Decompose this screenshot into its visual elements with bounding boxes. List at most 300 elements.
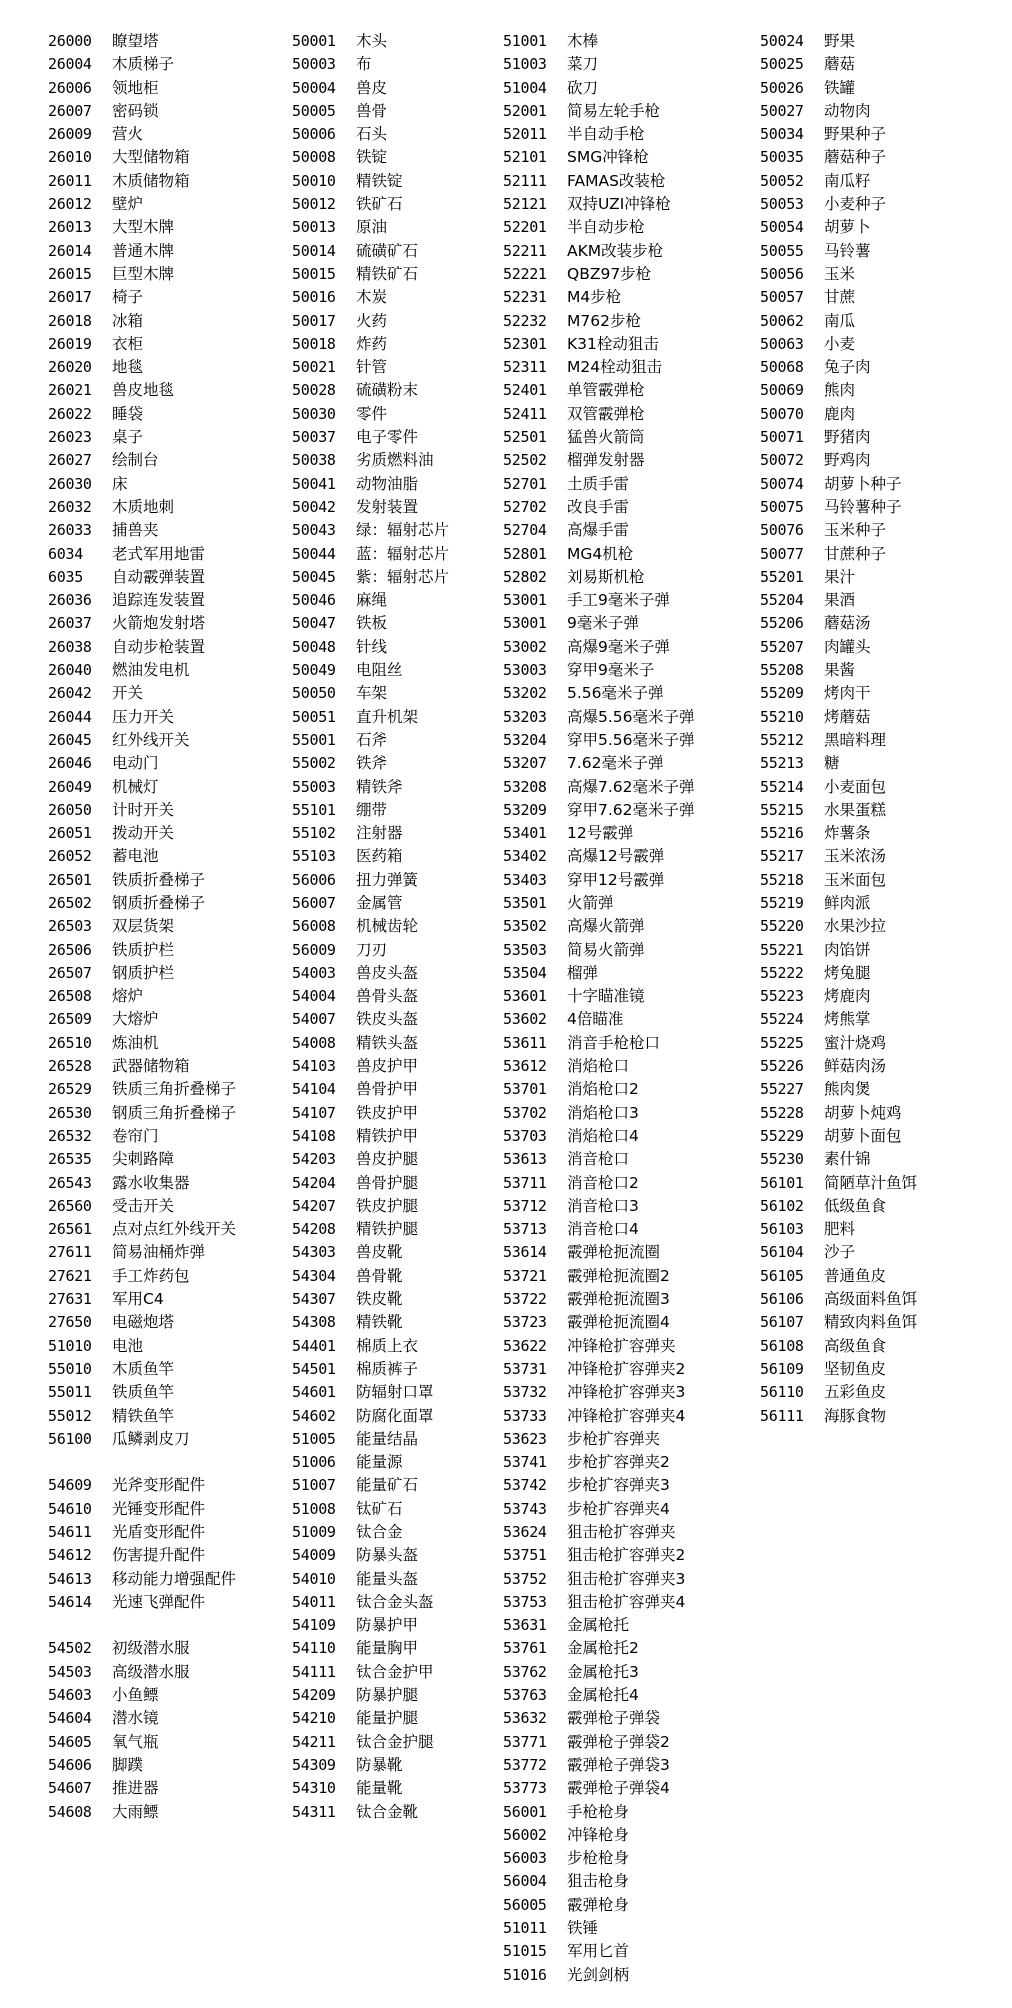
item-code: 51016	[503, 1965, 547, 1984]
item-name: 霰弹枪子弹袋3	[567, 1755, 670, 1774]
item-row	[503, 473, 695, 496]
item-row	[48, 799, 236, 822]
item-code: 26535	[48, 1150, 92, 1169]
item-code: 27621	[48, 1266, 92, 1285]
item-code: 53751	[503, 1546, 547, 1565]
item-row	[48, 612, 236, 635]
item-row	[48, 1637, 236, 1660]
item-code: 51011	[503, 1919, 547, 1938]
item-code: 54210	[292, 1709, 336, 1728]
item-code: 50017	[292, 311, 336, 330]
item-code: 52502	[503, 451, 547, 470]
item-code: 54309	[292, 1755, 336, 1774]
item-code: 56005	[503, 1895, 547, 1914]
item-name: 刀刃	[356, 940, 388, 959]
item-name: 消焰枪口	[567, 1057, 630, 1076]
item-name: 高爆火箭弹	[567, 917, 645, 936]
item-name: 水果沙拉	[824, 917, 887, 936]
item-name: 火箭炮发射塔	[112, 614, 206, 633]
item-code: 53631	[503, 1616, 547, 1635]
item-code: 50021	[292, 358, 336, 377]
item-name: 高爆7.62毫米子弹	[567, 777, 695, 796]
item-code: 50047	[292, 614, 336, 633]
item-name: 精铁锭	[356, 171, 403, 190]
item-code: 52101	[503, 148, 547, 167]
item-code: 54308	[292, 1313, 336, 1332]
item-name: 消音枪口	[567, 1150, 630, 1169]
item-code: 50070	[760, 404, 804, 423]
item-row	[292, 776, 449, 799]
item-name: 烤兔腿	[824, 963, 871, 982]
item-code: 53614	[503, 1243, 547, 1262]
item-name: 铁质三角折叠梯子	[112, 1080, 237, 1099]
item-code: 54304	[292, 1266, 336, 1285]
item-row	[503, 1940, 695, 1963]
item-name: 光剑剑柄	[567, 1965, 630, 1984]
item-name: 高爆12号霰弹	[567, 847, 665, 866]
item-row	[760, 612, 917, 635]
item-row	[292, 77, 449, 100]
item-row	[503, 612, 695, 635]
item-row	[503, 1707, 695, 1730]
item-row	[292, 1195, 449, 1218]
item-name: QBZ97步枪	[567, 264, 652, 283]
item-row	[760, 403, 917, 426]
item-row	[760, 1148, 917, 1171]
item-name: 电动门	[112, 754, 159, 773]
item-code: 56007	[292, 893, 336, 912]
item-row	[292, 310, 449, 333]
item-name: 硫磺粉末	[356, 381, 419, 400]
item-row	[48, 30, 236, 53]
item-name: 消音枪口2	[567, 1173, 639, 1192]
item-name: 精铁斧	[356, 777, 403, 796]
item-name: 素什锦	[824, 1150, 871, 1169]
item-code: 54009	[292, 1546, 336, 1565]
item-code: 54004	[292, 987, 336, 1006]
item-code: 54605	[48, 1732, 92, 1751]
item-name: 木头	[356, 32, 388, 50]
item-row	[292, 216, 449, 239]
item-code: 26501	[48, 870, 92, 889]
item-row	[503, 1731, 695, 1754]
item-name: 普通鱼皮	[824, 1266, 887, 1285]
item-code: 26007	[48, 101, 92, 120]
item-row	[292, 1405, 449, 1428]
item-row	[760, 752, 917, 775]
item-name: 消焰枪口2	[567, 1080, 639, 1099]
item-name: 石斧	[356, 730, 388, 749]
column-3	[503, 30, 695, 1987]
item-code: 54310	[292, 1779, 336, 1798]
item-name: 高爆5.56毫米子弹	[567, 707, 695, 726]
item-row	[48, 1544, 236, 1567]
item-code: 54207	[292, 1196, 336, 1215]
item-row	[760, 985, 917, 1008]
item-row	[48, 985, 236, 1008]
item-name: 铁皮靴	[356, 1290, 403, 1309]
item-code: 51005	[292, 1429, 336, 1448]
item-row	[48, 566, 236, 589]
item-code: 52401	[503, 381, 547, 400]
item-code: 53613	[503, 1150, 547, 1169]
item-name: 追踪连发装置	[112, 591, 206, 610]
item-name: 消音手枪枪口	[567, 1033, 661, 1052]
item-code: 53703	[503, 1126, 547, 1145]
item-name: 霰弹枪扼流圈	[567, 1243, 661, 1262]
item-name: 开关	[112, 684, 144, 703]
item-code: 50071	[760, 428, 804, 447]
item-code: 54010	[292, 1569, 336, 1588]
item-row	[292, 1265, 449, 1288]
item-name: 低级鱼食	[824, 1196, 887, 1215]
item-code: 50045	[292, 567, 336, 586]
item-row	[48, 1125, 236, 1148]
item-name: 冲锋枪扩容弹夹3	[567, 1383, 686, 1402]
item-code: 26032	[48, 497, 92, 516]
item-name: 防暴靴	[356, 1755, 403, 1774]
item-name: 武器储物箱	[112, 1057, 190, 1076]
item-name: 9毫米子弹	[567, 614, 639, 633]
item-row	[48, 123, 236, 146]
item-name: 南瓜	[824, 311, 856, 330]
item-code: 26037	[48, 614, 92, 633]
item-code: 54606	[48, 1755, 92, 1774]
item-name: 火药	[356, 311, 388, 330]
item-code: 26543	[48, 1173, 92, 1192]
item-code: 53771	[503, 1732, 547, 1751]
item-name: MG4机枪	[567, 544, 634, 563]
item-name: 简易火箭弹	[567, 940, 645, 959]
item-row	[760, 566, 917, 589]
item-name: 熔炉	[112, 987, 144, 1006]
item-name: 大型木牌	[112, 218, 175, 237]
item-code: 55208	[760, 661, 804, 680]
item-row	[292, 1148, 449, 1171]
item-code: 56006	[292, 870, 336, 889]
item-row	[760, 915, 917, 938]
item-name: 蓄电池	[112, 847, 159, 866]
item-name: 军用匕首	[567, 1942, 630, 1961]
item-name: 兽骨护腿	[356, 1173, 419, 1192]
item-row	[760, 496, 917, 519]
item-code: 50046	[292, 591, 336, 610]
item-name: 金属枪托2	[567, 1639, 639, 1658]
item-row	[760, 379, 917, 402]
item-code: 54502	[48, 1639, 92, 1658]
item-row	[48, 1684, 236, 1707]
item-code: 54103	[292, 1057, 336, 1076]
item-row	[503, 1801, 695, 1824]
item-code: 54501	[292, 1359, 336, 1378]
item-row	[48, 543, 236, 566]
item-name: 冲锋枪扩容弹夹	[567, 1336, 676, 1355]
item-row	[292, 752, 449, 775]
item-name: 电池	[112, 1336, 144, 1355]
item-code: 26020	[48, 358, 92, 377]
item-name: 铁锤	[567, 1919, 599, 1938]
item-name: 菜刀	[567, 55, 599, 74]
item-code: 55210	[760, 707, 804, 726]
item-code: 56008	[292, 917, 336, 936]
item-row	[503, 1241, 695, 1264]
item-row	[503, 1218, 695, 1241]
item-code: 53733	[503, 1406, 547, 1425]
item-code: 53403	[503, 870, 547, 889]
item-row	[503, 776, 695, 799]
item-name: 精铁矿石	[356, 264, 419, 283]
item-row	[503, 1311, 695, 1334]
item-name: 野果种子	[824, 125, 887, 144]
item-name: 铁板	[356, 614, 388, 633]
item-name: 烤肉干	[824, 684, 871, 703]
item-code: 50044	[292, 544, 336, 563]
item-name: 高级面料鱼饵	[824, 1290, 918, 1309]
item-code: 50018	[292, 334, 336, 353]
item-row	[48, 1078, 236, 1101]
item-code: 50035	[760, 148, 804, 167]
item-code: 54209	[292, 1686, 336, 1705]
item-code: 53752	[503, 1569, 547, 1588]
item-code: 50072	[760, 451, 804, 470]
item-name: 炸药	[356, 334, 388, 353]
item-code: 50055	[760, 241, 804, 260]
item-row	[292, 379, 449, 402]
item-code: 50063	[760, 334, 804, 353]
item-code: 26509	[48, 1010, 92, 1029]
item-row	[48, 682, 236, 705]
item-code: 50015	[292, 264, 336, 283]
item-row	[760, 77, 917, 100]
item-name: 受击开关	[112, 1196, 175, 1215]
item-code: 26036	[48, 591, 92, 610]
item-name: 霰弹枪扼流圈2	[567, 1266, 670, 1285]
item-name: 野鸡肉	[824, 451, 871, 470]
item-code: 54011	[292, 1592, 336, 1611]
item-code: 54613	[48, 1569, 92, 1588]
item-row	[760, 193, 917, 216]
item-code: 50014	[292, 241, 336, 260]
item-code: 54110	[292, 1639, 336, 1658]
item-name: 果汁	[824, 567, 856, 586]
item-row	[760, 146, 917, 169]
item-name: 霰弹枪身	[567, 1895, 630, 1914]
item-row	[760, 263, 917, 286]
item-row	[48, 1801, 236, 1824]
item-name: 高级鱼食	[824, 1336, 887, 1355]
item-row	[503, 1428, 695, 1451]
item-code: 6035	[48, 567, 83, 586]
item-name: 拨动开关	[112, 824, 175, 843]
item-name: 穿甲7.62毫米子弹	[567, 800, 695, 819]
item-name: 睡袋	[112, 404, 144, 423]
item-name: 蘑菇种子	[824, 148, 887, 167]
item-row	[292, 1451, 449, 1474]
item-code: 56103	[760, 1220, 804, 1239]
item-name: 大熔炉	[112, 1010, 159, 1029]
item-row	[760, 240, 917, 263]
item-code: 55219	[760, 893, 804, 912]
item-row	[48, 1335, 236, 1358]
item-name: 扭力弹簧	[356, 870, 419, 889]
item-code: 53204	[503, 730, 547, 749]
item-row	[48, 403, 236, 426]
item-code: 55226	[760, 1057, 804, 1076]
item-code: 26021	[48, 381, 92, 400]
item-name: 瞭望塔	[112, 32, 159, 50]
item-row	[760, 426, 917, 449]
item-row	[48, 216, 236, 239]
item-name: 劣质燃料油	[356, 451, 434, 470]
item-code: 56104	[760, 1243, 804, 1262]
item-code: 55103	[292, 847, 336, 866]
item-name: 兽皮护甲	[356, 1057, 419, 1076]
item-code: 55003	[292, 777, 336, 796]
item-code: 50013	[292, 218, 336, 237]
item-row	[292, 729, 449, 752]
item-row	[760, 333, 917, 356]
item-row	[292, 1055, 449, 1078]
item-code: 50053	[760, 195, 804, 214]
item-code: 53503	[503, 940, 547, 959]
item-code: 52701	[503, 474, 547, 493]
item-row	[292, 543, 449, 566]
item-name: 光盾变形配件	[112, 1523, 206, 1541]
item-code: 51008	[292, 1499, 336, 1518]
item-row	[292, 845, 449, 868]
item-code: 54208	[292, 1220, 336, 1239]
item-row	[503, 1474, 695, 1497]
item-row	[503, 170, 695, 193]
item-code: 55102	[292, 824, 336, 843]
item-name: 高级潜水服	[112, 1662, 190, 1681]
item-row	[760, 1381, 917, 1404]
item-name: 电子零件	[356, 428, 419, 447]
item-row	[48, 822, 236, 845]
item-row	[292, 589, 449, 612]
item-row	[292, 659, 449, 682]
item-name: 胡萝卜种子	[824, 474, 902, 493]
item-name: 兽皮地毯	[112, 381, 175, 400]
item-code: 54611	[48, 1523, 92, 1541]
item-name: 炼油机	[112, 1033, 159, 1052]
item-name: 精铁鱼竿	[112, 1406, 175, 1425]
item-row	[760, 1172, 917, 1195]
item-row	[292, 1218, 449, 1241]
item-name: 推进器	[112, 1779, 159, 1798]
item-name: 衣柜	[112, 334, 144, 353]
item-row	[48, 1405, 236, 1428]
item-code: 53723	[503, 1313, 547, 1332]
item-row	[48, 53, 236, 76]
item-row	[292, 1801, 449, 1824]
item-name: 果酒	[824, 591, 856, 610]
column-2	[292, 30, 449, 1824]
item-row	[760, 1358, 917, 1381]
item-name: 钛合金头盔	[356, 1592, 434, 1611]
item-name: 燃油发电机	[112, 661, 190, 680]
item-code: 53762	[503, 1662, 547, 1681]
item-code: 54503	[48, 1662, 92, 1681]
item-row	[48, 1102, 236, 1125]
item-code: 53772	[503, 1755, 547, 1774]
item-code: 52011	[503, 125, 547, 144]
item-row	[48, 1008, 236, 1031]
item-row	[760, 449, 917, 472]
item-code: 53401	[503, 824, 547, 843]
item-row	[503, 1870, 695, 1893]
item-code: 50056	[760, 264, 804, 283]
item-row	[503, 1777, 695, 1800]
item-row	[760, 869, 917, 892]
item-code: 50012	[292, 195, 336, 214]
item-code: 27650	[48, 1313, 92, 1332]
item-row	[292, 356, 449, 379]
item-row	[292, 915, 449, 938]
item-name: 铁皮护腿	[356, 1196, 419, 1215]
item-row	[48, 1265, 236, 1288]
item-row	[48, 356, 236, 379]
item-row	[760, 53, 917, 76]
item-code: 26506	[48, 940, 92, 959]
item-row	[503, 729, 695, 752]
item-code: 54107	[292, 1103, 336, 1122]
item-row	[292, 263, 449, 286]
item-code: 55101	[292, 800, 336, 819]
item-row	[48, 1521, 236, 1544]
item-name: 冲锋枪扩容弹夹4	[567, 1406, 686, 1425]
item-code: 50024	[760, 32, 804, 50]
item-name: 4倍瞄准	[567, 1010, 624, 1029]
item-row	[760, 1055, 917, 1078]
item-row	[503, 1195, 695, 1218]
item-row	[48, 333, 236, 356]
item-row	[292, 1125, 449, 1148]
item-name: 绷带	[356, 800, 388, 819]
item-name: 果酱	[824, 661, 856, 680]
item-row	[292, 1521, 449, 1544]
item-name: 手工9毫米子弹	[567, 591, 670, 610]
item-row	[760, 519, 917, 542]
item-name: 金属管	[356, 893, 403, 912]
item-row	[760, 543, 917, 566]
item-row	[503, 915, 695, 938]
item-row	[503, 146, 695, 169]
item-code: 26012	[48, 195, 92, 214]
item-name: 普通木牌	[112, 241, 175, 260]
item-row	[292, 1614, 449, 1637]
item-row	[48, 729, 236, 752]
item-row	[292, 193, 449, 216]
item-row	[503, 659, 695, 682]
item-name: 榴弹	[567, 963, 599, 982]
item-code: 50005	[292, 101, 336, 120]
item-name: 消焰枪口3	[567, 1103, 639, 1122]
item-name: 精铁头盔	[356, 1033, 419, 1052]
item-row	[292, 30, 449, 53]
item-row	[503, 30, 695, 53]
item-code: 54108	[292, 1126, 336, 1145]
item-row	[760, 1125, 917, 1148]
item-name: 砍刀	[567, 78, 599, 97]
item-name: 营火	[112, 125, 144, 144]
item-code: 54607	[48, 1779, 92, 1798]
item-name: 光速飞弹配件	[112, 1592, 206, 1611]
item-row	[292, 1591, 449, 1614]
item-code: 52231	[503, 288, 547, 307]
item-code: 50075	[760, 497, 804, 516]
item-code: 56009	[292, 940, 336, 959]
